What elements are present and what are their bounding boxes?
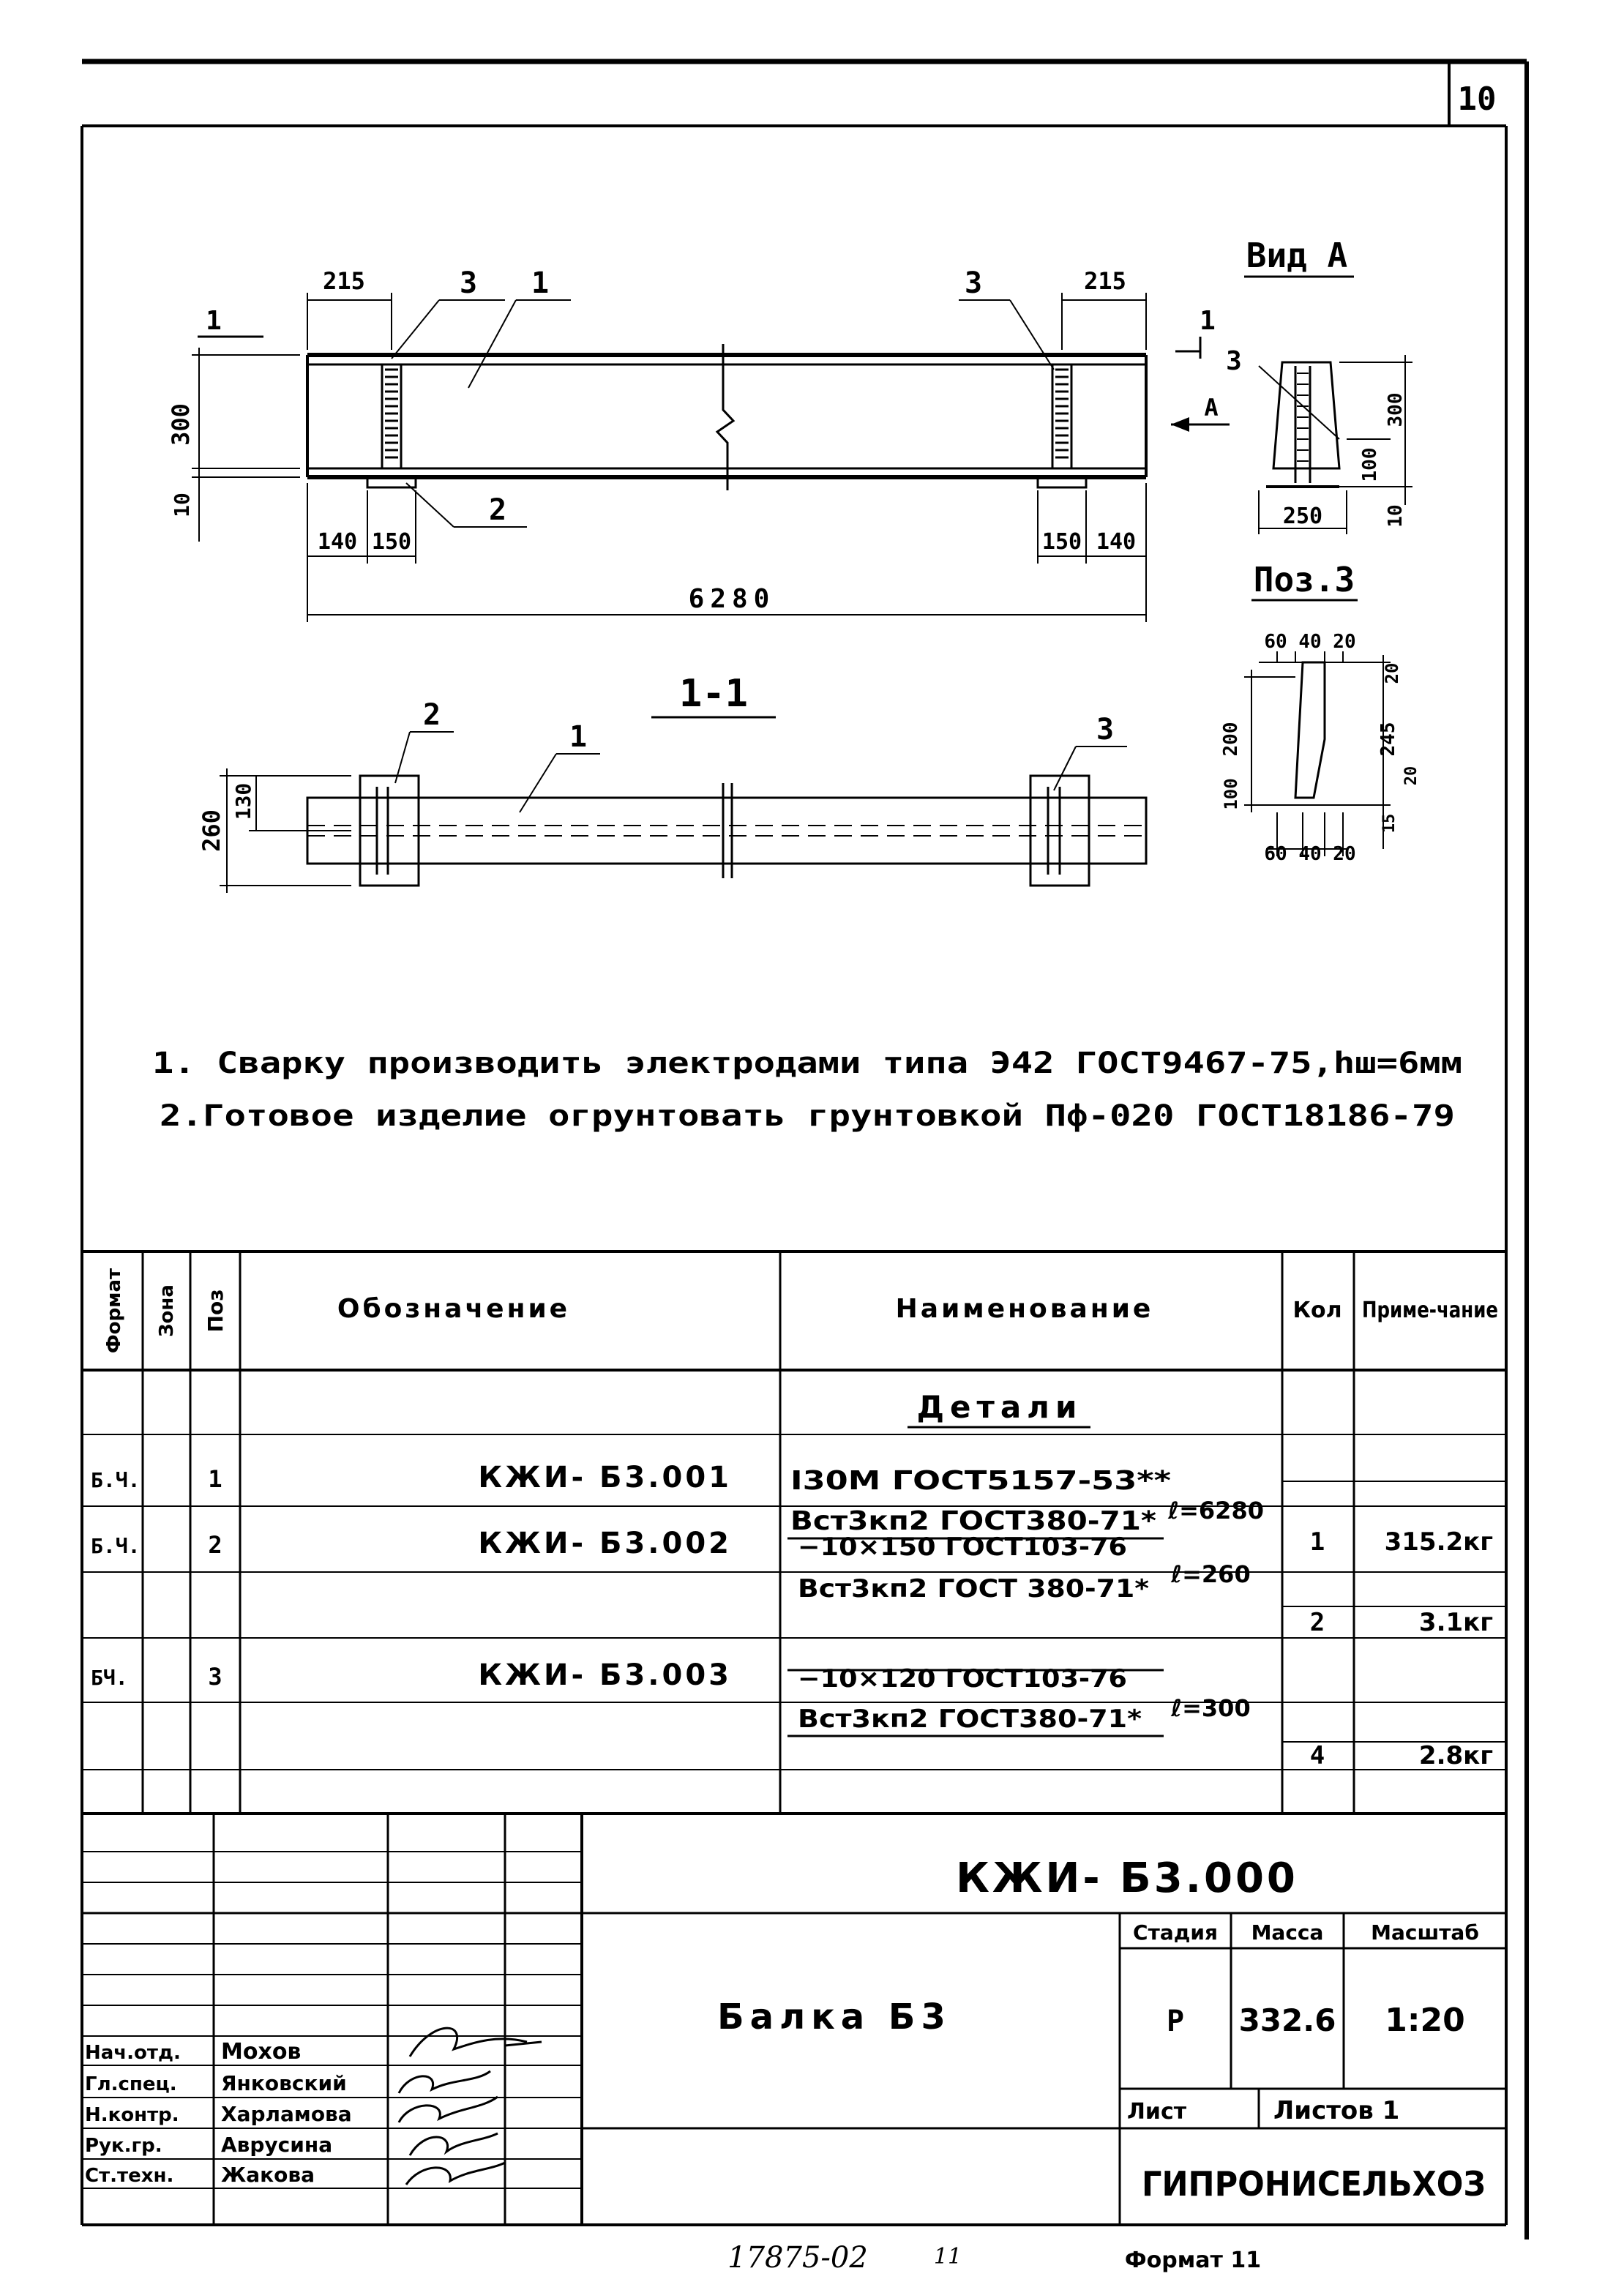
poz-3-top-dims: 60 40 20 [1264, 631, 1356, 653]
signature-name: Янковский [221, 2071, 347, 2095]
dim-6280-length: 6280 [688, 584, 776, 614]
row-qty: 4 [1309, 1741, 1325, 1770]
view-a-pos-3: 3 [1226, 346, 1242, 376]
row-designation: КЖИ- Б3.002 [478, 1527, 732, 1560]
row-length: ℓ=6280 [1168, 1497, 1264, 1524]
row-designation: КЖИ- Б3.001 [478, 1461, 732, 1494]
signature-name: Аврусина [221, 2133, 333, 2157]
row-material-1: −10×120 ГОСТ103-76 [798, 1664, 1127, 1694]
view-arrow-label: А [1204, 394, 1219, 422]
title-block [717, 1855, 1486, 2204]
spec-table-header [103, 1268, 1498, 1425]
poz-3-dim-100: 100 [1221, 778, 1241, 810]
dim-300-height: 300 [167, 403, 195, 446]
dim-215-right: 215 [1084, 267, 1126, 295]
row-material-2: Вст3кп2 ГОСТ380-71* [790, 1506, 1157, 1536]
beam-elevation [192, 293, 1230, 622]
signature-name: Мохов [221, 2039, 302, 2065]
cut-mark-left: 1 [206, 306, 222, 336]
view-a-dim-10: 10 [1385, 504, 1407, 528]
note-2: 2.Готовое изделие огрунтовать грунтовкой Пф-020 ГОСТ18186-79 [160, 1099, 1455, 1133]
section-1-1 [220, 717, 1146, 893]
drawing-code: КЖИ- Б3.000 [956, 1855, 1298, 1902]
section-pos-3: 3 [1096, 713, 1115, 747]
poz-3-dim-245: 245 [1377, 722, 1399, 757]
row-material-1: I30М ГОСТ5157-53** [790, 1466, 1172, 1496]
dim-140-left: 140 [317, 529, 358, 555]
section-pos-1: 1 [569, 720, 588, 754]
header-zone: Зона [156, 1284, 178, 1337]
stiffener-right [1052, 364, 1071, 468]
handwritten-signatures [399, 2028, 542, 2185]
poz-3-bottom-dims: 60 40 20 [1264, 843, 1356, 865]
row-material-2: Вст3кп2 ГОСТ 380-71* [798, 1574, 1150, 1604]
section-pos-2: 2 [422, 698, 441, 732]
sheet-number: 10 [1457, 81, 1497, 118]
pos-3-right-label: 3 [964, 266, 983, 300]
sheets-label: Листов 1 [1273, 2096, 1400, 2125]
poz-3-title: Поз.3 [1253, 560, 1355, 599]
dim-10-flange: 10 [170, 493, 194, 517]
section-details-title: Детали [916, 1389, 1083, 1425]
row-format: Б.Ч. [91, 1534, 141, 1558]
header-name: Наименование [895, 1294, 1154, 1324]
organization-name: ГИПРОНИСЕЛЬХОЗ [1142, 2164, 1486, 2204]
signature-role: Ст.техн. [85, 2165, 174, 2187]
scale-value: 1:20 [1385, 2002, 1465, 2039]
poz-3-labels [1220, 560, 1421, 865]
signature-name: Харламова [221, 2102, 352, 2126]
scale-label: Масштаб [1371, 1920, 1479, 1945]
pos-3-left-label: 3 [459, 266, 478, 300]
signature-role: Н.контр. [85, 2104, 179, 2126]
dim-215-left: 215 [323, 267, 365, 295]
poz-3-dim-20-side: 20 [1402, 766, 1421, 786]
pos-1-label: 1 [531, 266, 550, 300]
poz-3-dim-200: 200 [1220, 722, 1242, 757]
page-number: 11 [933, 2244, 962, 2270]
dim-150-right: 150 [1041, 529, 1082, 555]
row-format: БЧ. [91, 1666, 128, 1690]
header-designation: Обозначение [337, 1294, 571, 1324]
dim-140-right: 140 [1096, 529, 1137, 555]
format-label: Формат 11 [1124, 2248, 1262, 2273]
sheet-label: Лист [1127, 2099, 1187, 2125]
note-1: 1. Сварку производить электродами типа Э42 ГОСТ9467-75,hш=6мм [152, 1047, 1462, 1080]
item-name: Балка Б3 [717, 1997, 951, 2038]
footer [727, 2241, 1261, 2275]
notes [152, 1047, 1462, 1133]
header-pos: Поз [203, 1289, 228, 1333]
signature-role: Рук.гр. [85, 2135, 162, 2157]
view-a-dim-250: 250 [1282, 504, 1323, 529]
signature-name: Жакова [221, 2163, 315, 2187]
dim-150-left: 150 [371, 529, 412, 555]
section-title: 1-1 [679, 672, 748, 716]
poz-3-dim-15: 15 [1380, 813, 1399, 834]
pos-2-label: 2 [488, 493, 507, 527]
signature-role: Гл.спец. [85, 2073, 177, 2095]
row-note: 315.2кг [1384, 1527, 1493, 1557]
inventory-number: 17875-02 [727, 2241, 868, 2275]
header-qty: Кол [1292, 1298, 1342, 1323]
dim-130: 130 [231, 782, 255, 820]
row-length: ℓ=300 [1171, 1694, 1251, 1722]
elevation-labels [167, 266, 1219, 614]
row-note: 3.1кг [1418, 1608, 1493, 1637]
view-a-dim-100: 100 [1359, 447, 1381, 482]
view-a-title: Вид А [1246, 236, 1348, 275]
row-pos: 1 [208, 1465, 222, 1493]
row-note: 2.8кг [1418, 1741, 1493, 1770]
row-length: ℓ=260 [1171, 1560, 1251, 1588]
view-a-labels [1226, 236, 1407, 529]
mass-value: 332.6 [1238, 2002, 1336, 2038]
poz-3-dim-20-top: 20 [1382, 662, 1402, 684]
dim-260: 260 [198, 809, 225, 852]
row-material-2: Вст3кп2 ГОСТ380-71* [798, 1705, 1142, 1734]
row-pos: 2 [208, 1531, 222, 1559]
header-note: Приме-чание [1362, 1298, 1498, 1323]
row-qty: 1 [1309, 1527, 1325, 1557]
stage-value: Р [1166, 2005, 1185, 2038]
mass-label: Масса [1251, 1920, 1324, 1945]
header-format: Формат [103, 1268, 125, 1354]
signature-list [85, 2039, 352, 2187]
signature-role: Нач.отд. [85, 2042, 181, 2064]
row-designation: КЖИ- Б3.003 [478, 1658, 732, 1692]
row-material-1: −10×150 ГОСТ103-76 [798, 1533, 1127, 1562]
row-pos: 3 [208, 1663, 222, 1691]
row-qty: 2 [1309, 1608, 1325, 1637]
stage-label: Стадия [1133, 1920, 1218, 1945]
stiffener-left [382, 364, 401, 468]
view-a-dim-300: 300 [1385, 392, 1407, 427]
cut-mark-right: 1 [1200, 306, 1216, 336]
row-format: Б.Ч. [91, 1468, 141, 1492]
